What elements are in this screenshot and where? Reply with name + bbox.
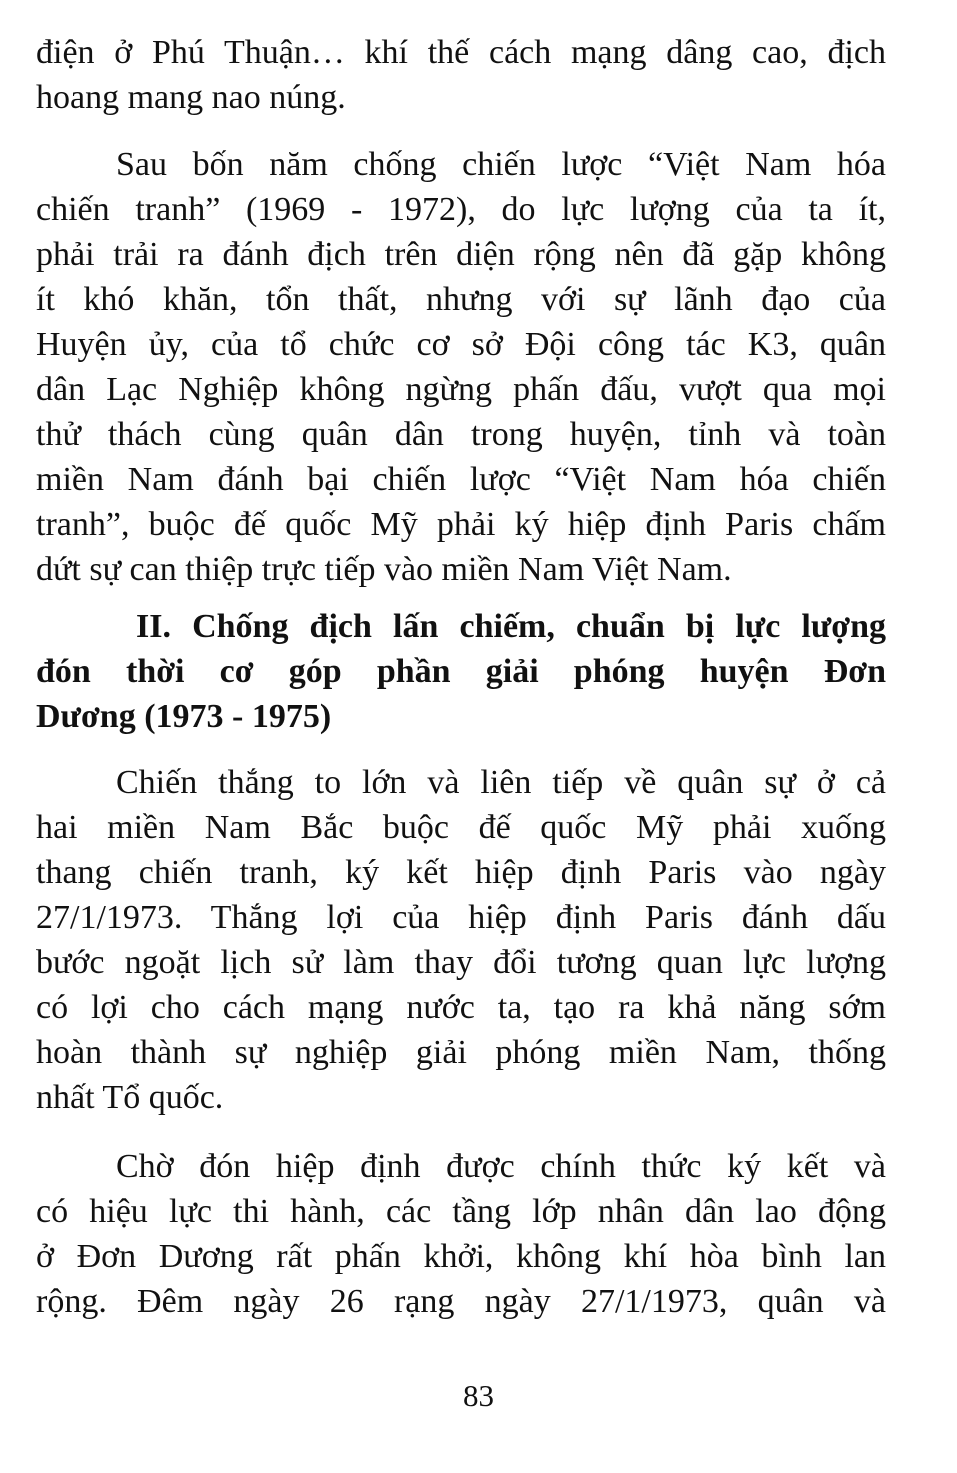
text-line: thang chiến tranh, ký kết hiệp định Paris vào ngày <box>36 854 886 891</box>
text-line: có hiệu lực thi hành, các tầng lớp nhân dân lao động <box>36 1193 886 1230</box>
text-line: hoang mang nao núng. <box>36 79 346 116</box>
page-number: 83 <box>463 1378 494 1413</box>
heading-line: Dương (1973 - 1975) <box>36 698 332 735</box>
text-line: Chiến thắng to lớn và liên tiếp về quân sự ở cả <box>116 764 886 801</box>
paragraph-paris-agreement <box>36 760 886 1120</box>
text-line: ít khó khăn, tổn thất, nhưng với sự lãnh đạo của <box>36 281 886 318</box>
text-line: thử thách cùng quân dân trong huyện, tỉnh và toàn <box>36 416 886 453</box>
text-line: 27/1/1973. Thắng lợi của hiệp định Paris đánh dấu <box>36 899 886 936</box>
text-line: hoàn thành sự nghiệp giải phóng miền Nam, thống <box>36 1034 886 1071</box>
text-line: nhất Tổ quốc. <box>36 1079 224 1116</box>
heading-line: đón thời cơ góp phần giải phóng huyện Đơn <box>36 653 886 690</box>
text-line: tranh”, buộc đế quốc Mỹ phải ký hiệp định Paris chấm <box>36 506 886 543</box>
text-line: Chờ đón hiệp định được chính thức ký kết và <box>116 1148 886 1185</box>
text-line: bước ngoặt lịch sử làm thay đổi tương quan lực lượng <box>36 944 886 981</box>
text-line: có lợi cho cách mạng nước ta, tạo ra khả năng sớm <box>36 989 886 1026</box>
text-line: Huyện ủy, của tổ chức cơ sở Đội công tác K3, quân <box>36 326 886 363</box>
text-line: rộng. Đêm ngày 26 rạng ngày 27/1/1973, quân và <box>36 1283 886 1320</box>
text-line: hai miền Nam Bắc buộc đế quốc Mỹ phải xuống <box>36 809 886 846</box>
text-line: dân Lạc Nghiệp không ngừng phấn đấu, vượt qua mọi <box>36 371 886 408</box>
text-line: Sau bốn năm chống chiến lược “Việt Nam hóa <box>116 146 886 183</box>
paragraph-strategy-summary <box>36 142 886 592</box>
heading-line: II. Chống địch lấn chiếm, chuẩn bị lực lượng <box>136 608 886 645</box>
text-line: phải trải ra đánh địch trên diện rộng nên đã gặp không <box>36 236 886 273</box>
text-line: miền Nam đánh bại chiến lược “Việt Nam hóa chiến <box>36 461 886 498</box>
text-line: ở Đơn Dương rất phấn khởi, không khí hòa bình lan <box>36 1238 886 1275</box>
paragraph-continuation <box>36 30 886 120</box>
paragraph-don-duong <box>36 1144 886 1324</box>
section-heading <box>36 604 886 739</box>
text-line: điện ở Phú Thuận… khí thế cách mạng dâng cao, địch <box>36 34 886 71</box>
text-line: dứt sự can thiệp trực tiếp vào miền Nam Việt Nam. <box>36 551 732 588</box>
text-line: chiến tranh” (1969 - 1972), do lực lượng của ta ít, <box>36 191 886 228</box>
